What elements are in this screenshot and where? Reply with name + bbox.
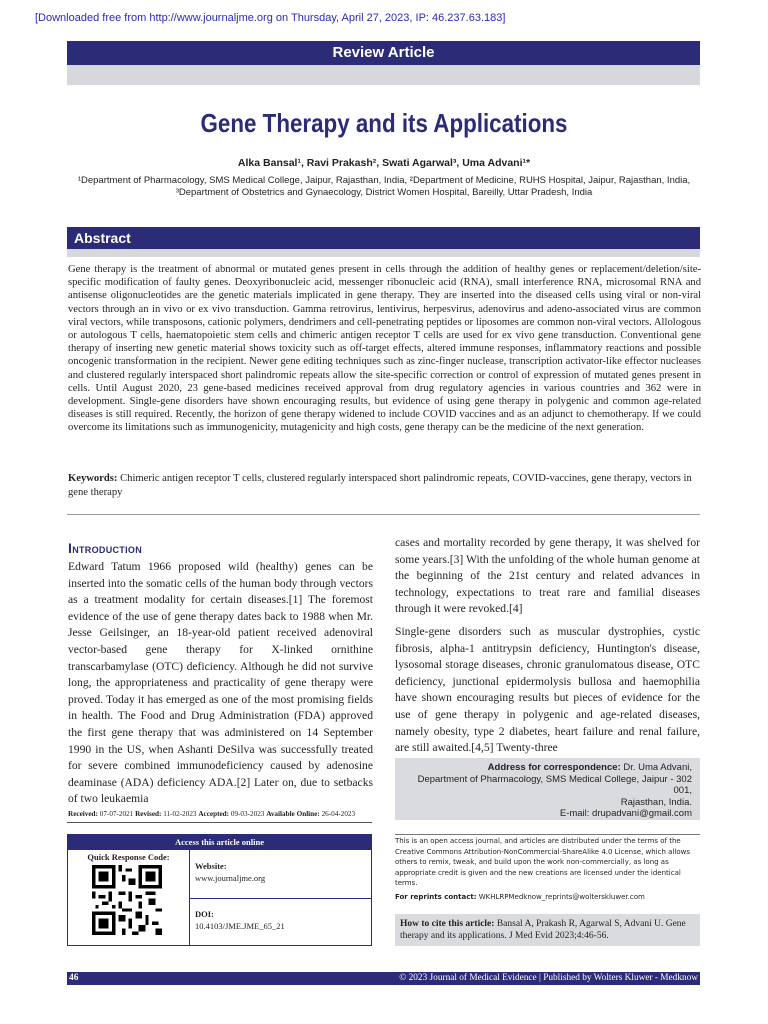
abstract-heading-band [67, 227, 700, 249]
citation-label: How to cite this article: [400, 919, 495, 929]
website-label: Website: [195, 861, 227, 871]
citation-text: Bansal A, Prakash R, Agarwal S, Advani U. Gene therapy and its applications. J Med Evid 2023;4:46-56. [400, 919, 686, 941]
doi-label: DOI: [195, 909, 214, 919]
citation-box [395, 914, 700, 946]
intro-paragraph-2: cases and mortality recorded by gene therapy, it was shelved for some years.[3] With the unfolding of the whole human genome at the beginning of the 21st century and related advances in technology, expectations to treat rare and familial diseases through it were revoked.[4] [395, 536, 700, 616]
website-link[interactable]: www.journaljme.org [195, 873, 266, 883]
download-notice: [Downloaded free from http://www.journaljme.org on Thursday, April 27, 2023, IP: 46.237.63.183] [35, 12, 506, 24]
intro-heading-rest: ntroduction [72, 542, 142, 556]
introduction-heading [68, 540, 142, 556]
intro-paragraph-1: Edward Tatum 1966 proposed wild (healthy) genes can be inserted into the somatic cells of the human body through vectors as a treatment modality for certain diseases.[1] The foremost evidence of the use of gene therapy dates back to 1988 when Mr. Jesse Geilsinger, an 18-year-old patient received adenoviral vector-based gene therapy for X-linked ornithine transcarbamylase (OTC) deficiency. Although he did not survive long, the appropriateness and practicality of gene therapy were proved. Today it has emerged as one of the most promising fields in health. The Food and Drug Administration (FDA) approved the first gene therapy that was administered on 14 September 1990 in the US, when Ashanti DeSilva was successfully treated for severe combined immunodeficiency caused by adenosine deaminase (ADA) deficiency ADA.[2] Later on, due to setbacks of two leukaemia [68, 560, 373, 806]
correspondence-address-2: Rajasthan, India. [620, 796, 692, 808]
correspondence-label: Address for correspondence: [487, 762, 621, 773]
qr-label: Quick Response Code: [87, 852, 170, 862]
correspondence-address-1: Department of Pharmacology, SMS Medical College, Jaipur - 302 001, [417, 773, 692, 797]
qr-code-icon[interactable] [92, 865, 162, 935]
doi-link[interactable]: 10.4103/JME.JME_65_21 [195, 921, 285, 931]
abstract-grey-band [67, 249, 700, 257]
article-type-band: Review Article [67, 41, 700, 65]
keywords-text: Chimeric antigen receptor T cells, clustered regularly interspaced short palindromic repeats, COVID-vaccines, gene therapy, vectors in gene therapy [68, 473, 692, 498]
license-text: This is an open access journal, and articles are distributed under the terms of the Creative Commons Attribution-NonCommercial-ShareAlike 4.0 License, which allows others to remix, tweak, and build upon the work non-commercially, as long as appropriate credit is given and the new creations are licensed under the identical terms. [395, 837, 690, 888]
keywords-label: Keywords: [68, 473, 118, 484]
section-divider [67, 514, 700, 515]
dates-divider [67, 822, 372, 823]
abstract-text: Gene therapy is the treatment of abnormal or mutated genes present in cells through the addition of healthy genes or replacement/deletion/site-specific modification of faulty genes. Deoxyribonucleic acid, messenger ribonucleic acid (RNA), small interference RNA, microsomal RNA and antisense oligonucleotides are the genetic materials implicated in gene therapy. They are inserted into the diseased cells using viral or non-viral vectors through an in vivo or ex vivo transduction. Gamma retrovirus, lentivirus, herpesvirus, adenovirus and adeno-associated virus are common viral vectors, while transposons, cationic polymers, dendrimers and cell-penetrating peptides or liposomes are common non-viral vectors. Allologous or autologous T cells, haematopoietic stem cells and chimeric antigen receptor T cells are used for ex vivo gene transduction. Conventional gene therapy of inserting new genetic material shows toxicity such as off-target effects, altered immune responses, inflammatory reactions and possible oncogenic transformation in the recipient. Newer gene editing techniques such as zinc-finger nuclease, transcription activator-like effector nucleases and clustered regularly interspaced short palindromic repeats allow the site-specific correction or control of expression of mutated genes present in cells. Until August 2020, 23 gene-based medicines received approval from drug regulatory agencies in various countries and 362 were in development. Single-gene disorders have shown encouraging results, but evidence of using gene therapy in polygenic and common age-related diseases is still required. Recently, the horizon of gene therapy widened to include COVID vaccines and as an adjunct to chemotherapy. If we could overcome its limitations such as immunogenicity, mutagenicity and high costs, gene therapy can be the medicine of the next generation. [68, 264, 701, 434]
affiliation-line-2: ³Department of Obstetrics and Gynaecology, District Women Hospital, Bareilly, Uttar Pradesh, India [175, 187, 593, 198]
reprints-email[interactable]: WKHLRPMedknow_reprints@wolterskluwer.com [478, 893, 645, 901]
access-heading: Access this article online [68, 835, 371, 850]
reprints-label: For reprints contact: [395, 893, 477, 901]
author-list: Alka Bansal¹, Ravi Prakash², Swati Agarwal³, Uma Advani¹* [237, 157, 531, 169]
page-number: 46 [69, 973, 79, 983]
reprints-contact [395, 893, 645, 901]
correspondence-name: Dr. Uma Advani, [623, 762, 692, 773]
correspondence-email[interactable]: E-mail: drupadvani@gmail.com [559, 808, 692, 820]
article-dates: Received: 07-07-2021 Revised: 11-02-2023 Accepted: 09-03-2023 Available Online: 26-04-2023 [68, 810, 356, 818]
correspondence-box [395, 758, 700, 820]
access-row-divider [190, 898, 371, 899]
intro-heading-initial: I [68, 540, 73, 556]
access-online-box [67, 834, 372, 946]
keywords [68, 472, 701, 499]
abstract-heading: Abstract [74, 230, 131, 246]
header-grey-band [67, 65, 700, 85]
license-divider [395, 834, 700, 835]
intro-paragraph-3: Single-gene disorders such as muscular dystrophies, cystic fibrosis, alpha-1 antitrypsin deficiency, Huntington's disease, lysosomal storage diseases, chronic granulomatous disease, OTC deficiency, junctional epidermolysis bullosa and haemophilia have shown encouraging results but pieces of evidence for the use of gene therapy in polygenic and age-related diseases, namely obesity, type 2 diabetes, heart failure and renal failure, are still awaited.[4,5] Twenty-three [395, 625, 700, 755]
footer-copyright: © 2023 Journal of Medical Evidence | Published by Wolters Kluwer - Medknow [399, 973, 698, 983]
affiliation-line-1: ¹Department of Pharmacology, SMS Medical College, Jaipur, Rajasthan, India, ²Department of Medicine, RUHS Hospital, Jaipur, Rajasthan, India, [77, 175, 691, 186]
article-title: Gene Therapy and its Applications [200, 108, 568, 138]
